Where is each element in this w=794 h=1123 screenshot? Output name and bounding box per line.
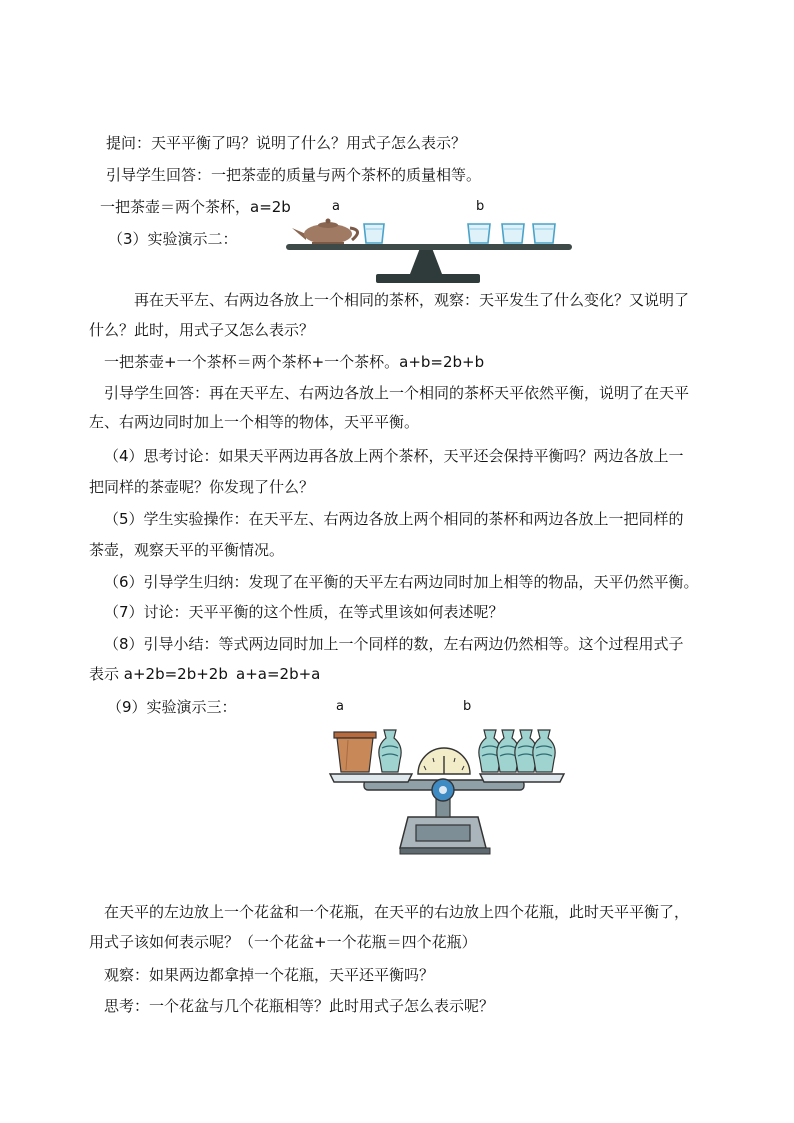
scale-vases-figure [328, 722, 568, 862]
text-line-1: 提问：天平平衡了吗？说明了什么？用式子怎么表示？ [106, 134, 467, 152]
figure1-label-b: b [476, 199, 485, 214]
figure2-label-a: a [336, 699, 344, 714]
balance-beam [286, 244, 572, 250]
text-line-16: （8）引导小结：等式两边同时加上一个同样的数，左右两边仍然相等。这个过程用式子 [104, 635, 684, 653]
figure1-label-a: a [332, 199, 340, 214]
text-line-22: 思考：一个花盆与几个花瓶相等？此时用式子怎么表示呢？ [104, 997, 495, 1015]
cup-icon [468, 224, 490, 243]
text-line-7: 一把茶壶+一个茶杯＝两个茶杯+一个茶杯。a+b=2b+b [104, 353, 485, 371]
figure2-label-b: b [463, 699, 472, 714]
text-line-6: 什么？此时，用式子又怎么表示？ [89, 321, 315, 339]
text-line-8: 引导学生回答：再在天平左、右两边各放上一个相同的茶杯天平依然平衡，说明了在天平 [104, 384, 690, 402]
text-line-19: 在天平的左边放上一个花盆和一个花瓶，在天平的右边放上四个花瓶，此时天平平衡了， [104, 903, 690, 921]
text-line-13: 茶壶，观察天平的平衡情况。 [89, 541, 285, 559]
text-line-10: （4）思考讨论：如果天平两边再各放上两个茶杯，天平还会保持平衡吗？两边各放上一 [104, 447, 684, 465]
teapot-icon [292, 219, 358, 245]
text-line-17a: 表示 a+2b=2b+2b [89, 665, 228, 683]
text-line-9: 左、右两边同时加上一个相等的物体，天平平衡。 [89, 413, 420, 431]
text-line-15: （7）讨论：天平平衡的这个性质，在等式里该如何表述呢？ [104, 603, 504, 621]
text-line-17b: a+a=2b+a [236, 665, 321, 683]
cup-icon [502, 224, 524, 243]
right-pan [480, 774, 564, 782]
vase-icon [379, 730, 401, 772]
text-line-11: 把同样的茶壶呢？你发现了什么？ [89, 478, 315, 496]
text-line-4: （3）实验演示二： [108, 230, 238, 248]
left-pan [330, 774, 412, 782]
text-line-12: （5）学生实验操作：在天平左、右两边各放上两个相同的茶杯和两边各放上一把同样的 [104, 510, 684, 528]
text-line-21: 观察：如果两边都拿掉一个花瓶，天平还平衡吗？ [104, 966, 435, 984]
text-line-20: 用式子该如何表示呢？（一个花盆+一个花瓶＝四个花瓶） [89, 933, 477, 951]
text-line-5: 再在天平左、右两边各放上一个相同的茶杯，观察：天平发生了什么变化？又说明了 [134, 291, 690, 309]
cup-icon [364, 224, 384, 243]
vase-icon [533, 730, 555, 772]
text-line-14: （6）引导学生归纳：发现了在平衡的天平左右两边同时加上相等的物品，天平仍然平衡。 [104, 573, 699, 591]
text-line-18: （9）实验演示三： [107, 698, 237, 716]
balance-teapot-figure [280, 216, 580, 286]
text-line-2: 引导学生回答：一把茶壶的质量与两个茶杯的质量相等。 [106, 166, 482, 184]
text-line-3: 一把茶壶＝两个茶杯，a=2b [100, 198, 291, 216]
flowerpot-icon [334, 732, 376, 772]
balance-base [376, 274, 480, 283]
balance-stand [410, 248, 442, 274]
cup-icon [533, 224, 555, 243]
